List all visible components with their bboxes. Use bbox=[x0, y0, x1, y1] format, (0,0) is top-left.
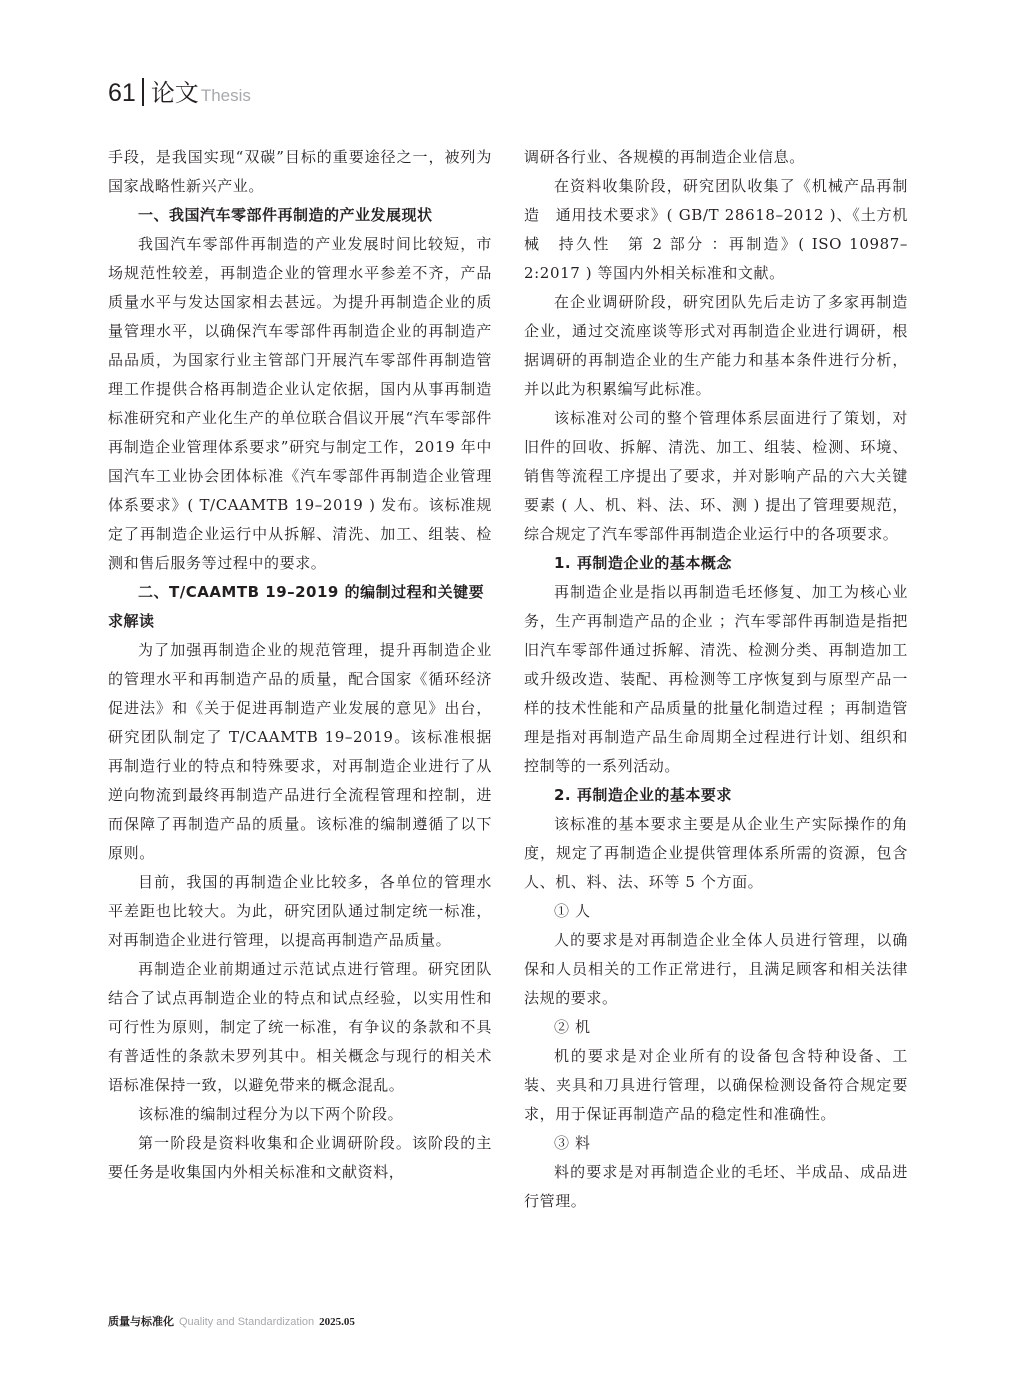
section-title-cn: 论文 bbox=[150, 79, 199, 107]
paragraph: 手段，是我国实现“双碳”目标的重要途径之一，被列为国家战略性新兴产业。 bbox=[108, 148, 492, 195]
page-header bbox=[108, 72, 251, 108]
paragraph: 该标准的基本要求主要是从企业生产实际操作的角度，规定了再制造企业提供管理体系所需的资源，包含人、机、料、法、环等 5 个方面。 bbox=[524, 815, 908, 891]
paragraph: 料的要求是对再制造企业的毛坯、半成品、成品进行管理。 bbox=[524, 1163, 908, 1210]
page-number: 61 bbox=[108, 79, 136, 107]
paragraph: 在企业调研阶段，研究团队先后走访了多家再制造企业，通过交流座谈等形式对再制造企业进行调研，根据调研的再制造企业的生产能力和基本条件进行分析，并以此为积累编写此标准。 bbox=[524, 293, 908, 398]
section-heading: 一、我国汽车零部件再制造的产业发展现状 bbox=[138, 206, 433, 224]
paragraph: 目前，我国的再制造企业比较多，各单位的管理水平差距也比较大。为此，研究团队通过制定统一标准，对再制造企业进行管理，以提高再制造产品质量。 bbox=[108, 873, 492, 949]
paragraph: 为了加强再制造企业的规范管理，提升再制造企业的管理水平和再制造产品的质量，配合国家《循环经济促进法》和《关于促进再制造产业发展的意见》出台，研究团队制定了 T/CAAMTB 19–2019。该标准根据再制造行业的特点和特殊要求，对再制造企业进行了从逆向物流到最终再制造产品进行全流程管理和控制，进而保障了再制造产品的质量。该标准的编制遵循了以下原则。 bbox=[108, 641, 492, 862]
issue-number: 2025.05 bbox=[319, 1316, 355, 1328]
paragraph: ① 人 bbox=[554, 902, 591, 920]
journal-name-en: Quality and Standardization bbox=[179, 1316, 315, 1328]
paragraph: 调研各行业、各规模的再制造企业信息。 bbox=[524, 148, 805, 166]
paragraph: 人的要求是对再制造企业全体人员进行管理，以确保和人员相关的工作正常进行，且满足顾客和相关法律法规的要求。 bbox=[524, 931, 908, 1007]
paragraph: 机的要求是对企业所有的设备包含特种设备、工装、夹具和刀具进行管理，以确保检测设备符合规定要求，用于保证再制造产品的稳定性和准确性。 bbox=[524, 1047, 908, 1123]
paragraph: 在资料收集阶段，研究团队收集了《机械产品再制造 通用技术要求》( GB/T 28618–2012 )、《土方机械 持久性 第 2 部分 ：再制造》( ISO 10987–2:2017 ) 等国内外相关标准和文献。 bbox=[524, 177, 908, 282]
paragraph: 第一阶段是资料收集和企业调研阶段。该阶段的主要任务是收集国内外相关标准和文献资料， bbox=[108, 1134, 492, 1181]
paragraph: 再制造企业前期通过示范试点进行管理。研究团队结合了试点再制造企业的特点和试点经验，以实用性和可行性为原则，制定了统一标准，有争议的条款和不具有普适性的条款未罗列其中。相关概念与现行的相关术语标准保持一致，以避免带来的概念混乱。 bbox=[108, 960, 492, 1094]
right-column bbox=[524, 143, 908, 1216]
paragraph: 该标准对公司的整个管理体系层面进行了策划，对旧件的回收、拆解、清洗、加工、组装、检测、环境、销售等流程工序提出了要求，并对影响产品的六大关键要素 ( 人、机、料、法、环、测 ) 提出了管理要规范，综合规定了汽车零部件再制造企业运行中的各项要求。 bbox=[524, 409, 908, 543]
page-footer bbox=[108, 1315, 355, 1329]
left-column bbox=[108, 143, 492, 1187]
journal-name-cn: 质量与标准化 bbox=[108, 1315, 174, 1328]
paragraph: 我国汽车零部件再制造的产业发展时间比较短，市场规范性较差，再制造企业的管理水平参差不齐，产品质量水平与发达国家相去甚远。为提升再制造企业的质量管理水平，以确保汽车零部件再制造企业的再制造产品品质，为国家行业主管部门开展汽车零部件再制造管理工作提供合格再制造企业认定依据，国内从事再制造标准研究和产业化生产的单位联合倡议开展“汽车零部件再制造企业管理体系要求”研究与制定工作，2019 年中国汽车工业协会团体标准《汽车零部件再制造企业管理体系要求》( T/CAAMTB 19–2019 ) 发布。该标准规定了再制造企业运行中从拆解、清洗、加工、组装、检测和售后服务等过程中的要求。 bbox=[108, 235, 492, 572]
section-title-en: Thesis bbox=[200, 86, 251, 105]
section-heading: 1. 再制造企业的基本概念 bbox=[554, 554, 732, 572]
paragraph: 该标准的编制过程分为以下两个阶段。 bbox=[138, 1105, 404, 1123]
section-heading: 2. 再制造企业的基本要求 bbox=[554, 786, 732, 804]
paragraph: ② 机 bbox=[554, 1018, 591, 1036]
section-heading: 二、T/CAAMTB 19–2019 的编制过程和关键要求解读 bbox=[108, 583, 485, 630]
header-divider bbox=[142, 78, 144, 106]
paragraph: ③ 料 bbox=[554, 1134, 591, 1152]
paragraph: 再制造企业是指以再制造毛坯修复、加工为核心业务，生产再制造产品的企业 ；汽车零部件再制造是指把旧汽车零部件通过拆解、清洗、检测分类、再制造加工或升级改造、装配、再检测等工序恢复到与原型产品一样的技术性能和产品质量的批量化制造过程 ；再制造管理是指对再制造产品生命周期全过程进行计划、组织和控制等的一系列活动。 bbox=[524, 583, 908, 775]
